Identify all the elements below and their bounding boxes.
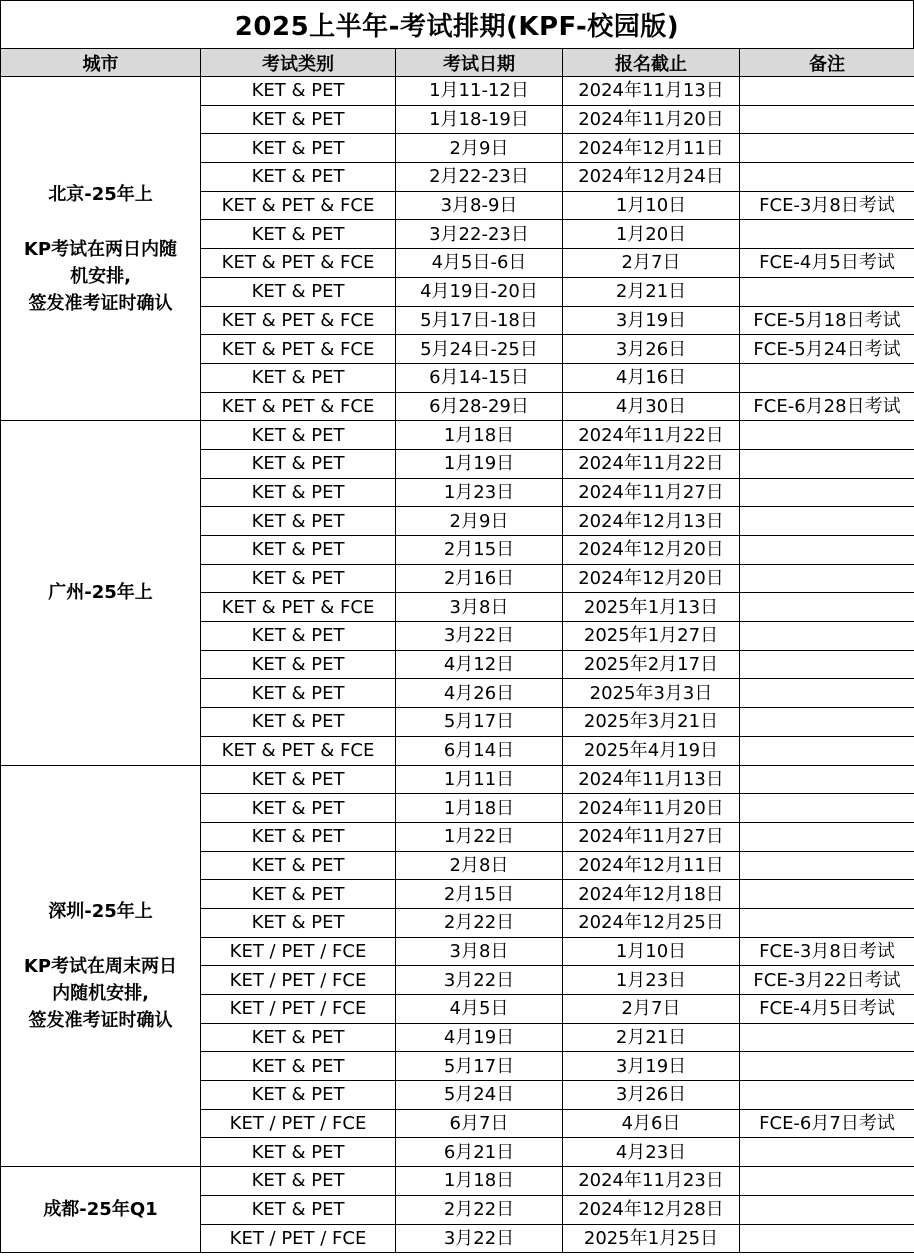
deadline-cell: 2月21日 [563,277,740,306]
city-cell [1,421,201,765]
remark-cell [740,679,914,708]
exam-date-cell: 1月11-12日 [396,77,563,106]
exam-type-cell: KET & PET & FCE [201,593,396,622]
exam-date-cell: 4月19日-20日 [396,277,563,306]
deadline-cell: 1月10日 [563,937,740,966]
exam-date-cell: 4月26日 [396,679,563,708]
exam-type-cell: KET & PET [201,1138,396,1167]
exam-date-cell: 2月22日 [396,908,563,937]
deadline-cell: 2025年1月25日 [563,1224,740,1253]
remark-cell [740,880,914,909]
remark-cell: FCE-3月8日考试 [740,191,914,220]
remark-cell [740,1081,914,1110]
exam-type-cell: KET / PET / FCE [201,966,396,995]
deadline-cell: 3月19日 [563,1052,740,1081]
exam-date-cell: 5月17日 [396,1052,563,1081]
city-note-line: 机安排, [70,265,131,287]
deadline-cell: 2024年12月25日 [563,908,740,937]
deadline-cell: 2024年11月22日 [563,449,740,478]
city-cell [1,765,201,1167]
deadline-cell: 3月26日 [563,335,740,364]
deadline-cell: 2025年1月13日 [563,593,740,622]
exam-type-cell: KET & PET [201,163,396,192]
exam-type-cell: KET / PET / FCE [201,1224,396,1253]
sheet-title: 2025上半年-考试排期(KPF-校园版) [0,0,914,48]
schedule-body [1,77,914,1253]
exam-date-cell: 6月7日 [396,1109,563,1138]
deadline-cell: 1月23日 [563,966,740,995]
remark-cell [740,77,914,106]
table-row [1,421,914,450]
exam-date-cell: 3月22日 [396,622,563,651]
exam-type-cell: KET & PET [201,277,396,306]
exam-date-cell: 5月17日-18日 [396,306,563,335]
city-note-line: 签发准考证时确认 [28,292,173,314]
exam-type-cell: KET & PET [201,478,396,507]
remark-cell [740,765,914,794]
header-exam-date: 考试日期 [396,49,563,77]
city-note-line: KP考试在两日内随 [23,238,178,260]
remark-cell [740,736,914,765]
remark-cell: FCE-3月22日考试 [740,966,914,995]
exam-date-cell: 1月19日 [396,449,563,478]
deadline-cell: 2月7日 [563,249,740,278]
remark-cell [740,1023,914,1052]
exam-type-cell: KET & PET [201,1195,396,1224]
remark-cell [740,478,914,507]
header-exam-type: 考试类别 [201,49,396,77]
deadline-cell: 2024年12月28日 [563,1195,740,1224]
exam-date-cell: 6月14-15日 [396,363,563,392]
exam-type-cell: KET & PET [201,765,396,794]
exam-type-cell: KET & PET [201,421,396,450]
exam-type-cell: KET & PET [201,880,396,909]
deadline-cell: 1月10日 [563,191,740,220]
remark-cell [740,105,914,134]
exam-type-cell: KET & PET [201,363,396,392]
exam-date-cell: 6月14日 [396,736,563,765]
deadline-cell: 2025年3月21日 [563,708,740,737]
table-row [1,1167,914,1196]
city-cell [1,1167,201,1253]
exam-type-cell: KET & PET [201,708,396,737]
deadline-cell: 4月30日 [563,392,740,421]
exam-date-cell: 1月11日 [396,765,563,794]
city-name: 广州-25年上 [48,582,153,604]
exam-type-cell: KET & PET & FCE [201,392,396,421]
deadline-cell: 2024年11月13日 [563,765,740,794]
exam-date-cell: 3月22-23日 [396,220,563,249]
exam-type-cell: KET / PET / FCE [201,1109,396,1138]
exam-type-cell: KET & PET [201,1081,396,1110]
remark-cell: FCE-5月18日考试 [740,306,914,335]
deadline-cell: 2024年11月13日 [563,77,740,106]
remark-cell: FCE-5月24日考试 [740,335,914,364]
header-row [1,49,914,77]
deadline-cell: 2024年12月20日 [563,536,740,565]
remark-cell [740,134,914,163]
exam-type-cell: KET & PET [201,851,396,880]
exam-date-cell: 4月12日 [396,650,563,679]
remark-cell [740,650,914,679]
deadline-cell: 2025年2月17日 [563,650,740,679]
remark-cell [740,163,914,192]
exam-date-cell: 2月8日 [396,851,563,880]
exam-type-cell: KET & PET [201,822,396,851]
remark-cell [740,851,914,880]
city-name: 成都-25年Q1 [43,1199,158,1221]
deadline-cell: 3月19日 [563,306,740,335]
deadline-cell: 2025年3月3日 [563,679,740,708]
remark-cell [740,1224,914,1253]
table-row [1,765,914,794]
exam-date-cell: 5月17日 [396,708,563,737]
exam-type-cell: KET & PET [201,908,396,937]
exam-type-cell: KET & PET [201,1052,396,1081]
remark-cell: FCE-4月5日考试 [740,995,914,1024]
deadline-cell: 1月20日 [563,220,740,249]
exam-type-cell: KET & PET [201,507,396,536]
deadline-cell: 2024年11月20日 [563,105,740,134]
exam-date-cell: 4月5日 [396,995,563,1024]
deadline-cell: 2025年4月19日 [563,736,740,765]
remark-cell [740,1052,914,1081]
exam-type-cell: KET & PET & FCE [201,191,396,220]
deadline-cell: 2024年12月13日 [563,507,740,536]
deadline-cell: 2024年11月22日 [563,421,740,450]
header-city: 城市 [1,49,201,77]
deadline-cell: 4月16日 [563,363,740,392]
exam-type-cell: KET & PET [201,134,396,163]
remark-cell [740,564,914,593]
exam-date-cell: 1月18日 [396,794,563,823]
exam-type-cell: KET & PET [201,105,396,134]
exam-date-cell: 6月21日 [396,1138,563,1167]
deadline-cell: 2月21日 [563,1023,740,1052]
exam-date-cell: 2月9日 [396,507,563,536]
remark-cell [740,822,914,851]
exam-date-cell: 3月8日 [396,937,563,966]
deadline-cell: 2024年11月27日 [563,478,740,507]
exam-type-cell: KET & PET & FCE [201,736,396,765]
deadline-cell: 2024年11月20日 [563,794,740,823]
remark-cell [740,449,914,478]
remark-cell [740,1167,914,1196]
exam-date-cell: 4月19日 [396,1023,563,1052]
exam-type-cell: KET & PET [201,77,396,106]
exam-date-cell: 2月16日 [396,564,563,593]
remark-cell [740,1195,914,1224]
remark-cell [740,622,914,651]
exam-type-cell: KET & PET [201,220,396,249]
exam-date-cell: 5月24日 [396,1081,563,1110]
exam-type-cell: KET & PET [201,564,396,593]
exam-date-cell: 4月5日-6日 [396,249,563,278]
exam-date-cell: 1月18-19日 [396,105,563,134]
deadline-cell: 4月6日 [563,1109,740,1138]
remark-cell: FCE-6月7日考试 [740,1109,914,1138]
exam-date-cell: 1月18日 [396,421,563,450]
remark-cell [740,507,914,536]
exam-type-cell: KET & PET [201,1023,396,1052]
remark-cell [740,421,914,450]
exam-type-cell: KET & PET & FCE [201,249,396,278]
city-note-line: 签发准考证时确认 [28,1009,173,1031]
deadline-cell: 2025年1月27日 [563,622,740,651]
exam-type-cell: KET / PET / FCE [201,995,396,1024]
deadline-cell: 2024年12月11日 [563,851,740,880]
remark-cell [740,794,914,823]
deadline-cell: 2024年12月24日 [563,163,740,192]
header-registration-deadline: 报名截止 [563,49,740,77]
exam-date-cell: 3月8-9日 [396,191,563,220]
schedule-table [0,48,914,1253]
exam-type-cell: KET & PET [201,794,396,823]
exam-type-cell: KET & PET & FCE [201,335,396,364]
exam-type-cell: KET & PET [201,650,396,679]
remark-cell [740,277,914,306]
exam-date-cell: 2月22日 [396,1195,563,1224]
exam-date-cell: 5月24日-25日 [396,335,563,364]
exam-type-cell: KET & PET [201,1167,396,1196]
exam-type-cell: KET & PET [201,536,396,565]
remark-cell [740,536,914,565]
exam-date-cell: 1月18日 [396,1167,563,1196]
remark-cell [740,1138,914,1167]
deadline-cell: 2024年12月18日 [563,880,740,909]
deadline-cell: 2024年11月23日 [563,1167,740,1196]
exam-date-cell: 2月15日 [396,880,563,909]
exam-type-cell: KET & PET & FCE [201,306,396,335]
exam-date-cell: 2月9日 [396,134,563,163]
remark-cell [740,708,914,737]
remark-cell: FCE-4月5日考试 [740,249,914,278]
city-name: 深圳-25年上 [48,900,153,922]
city-note-line: 内随机安排, [52,982,149,1004]
deadline-cell: 2024年11月27日 [563,822,740,851]
header-remarks: 备注 [740,49,914,77]
remark-cell [740,593,914,622]
exam-date-cell: 2月15日 [396,536,563,565]
city-note-line: KP考试在周末两日 [23,955,178,977]
exam-date-cell: 3月22日 [396,1224,563,1253]
table-row [1,77,914,106]
exam-date-cell: 1月22日 [396,822,563,851]
deadline-cell: 4月23日 [563,1138,740,1167]
exam-date-cell: 3月8日 [396,593,563,622]
remark-cell: FCE-6月28日考试 [740,392,914,421]
remark-cell [740,363,914,392]
exam-date-cell: 3月22日 [396,966,563,995]
exam-date-cell: 6月28-29日 [396,392,563,421]
deadline-cell: 2024年12月11日 [563,134,740,163]
exam-date-cell: 2月22-23日 [396,163,563,192]
remark-cell [740,220,914,249]
city-name: 北京-25年上 [48,183,153,205]
deadline-cell: 2月7日 [563,995,740,1024]
deadline-cell: 3月26日 [563,1081,740,1110]
exam-type-cell: KET / PET / FCE [201,937,396,966]
city-cell [1,77,201,421]
exam-type-cell: KET & PET [201,622,396,651]
exam-type-cell: KET & PET [201,449,396,478]
exam-date-cell: 1月23日 [396,478,563,507]
remark-cell: FCE-3月8日考试 [740,937,914,966]
remark-cell [740,908,914,937]
exam-type-cell: KET & PET [201,679,396,708]
deadline-cell: 2024年12月20日 [563,564,740,593]
